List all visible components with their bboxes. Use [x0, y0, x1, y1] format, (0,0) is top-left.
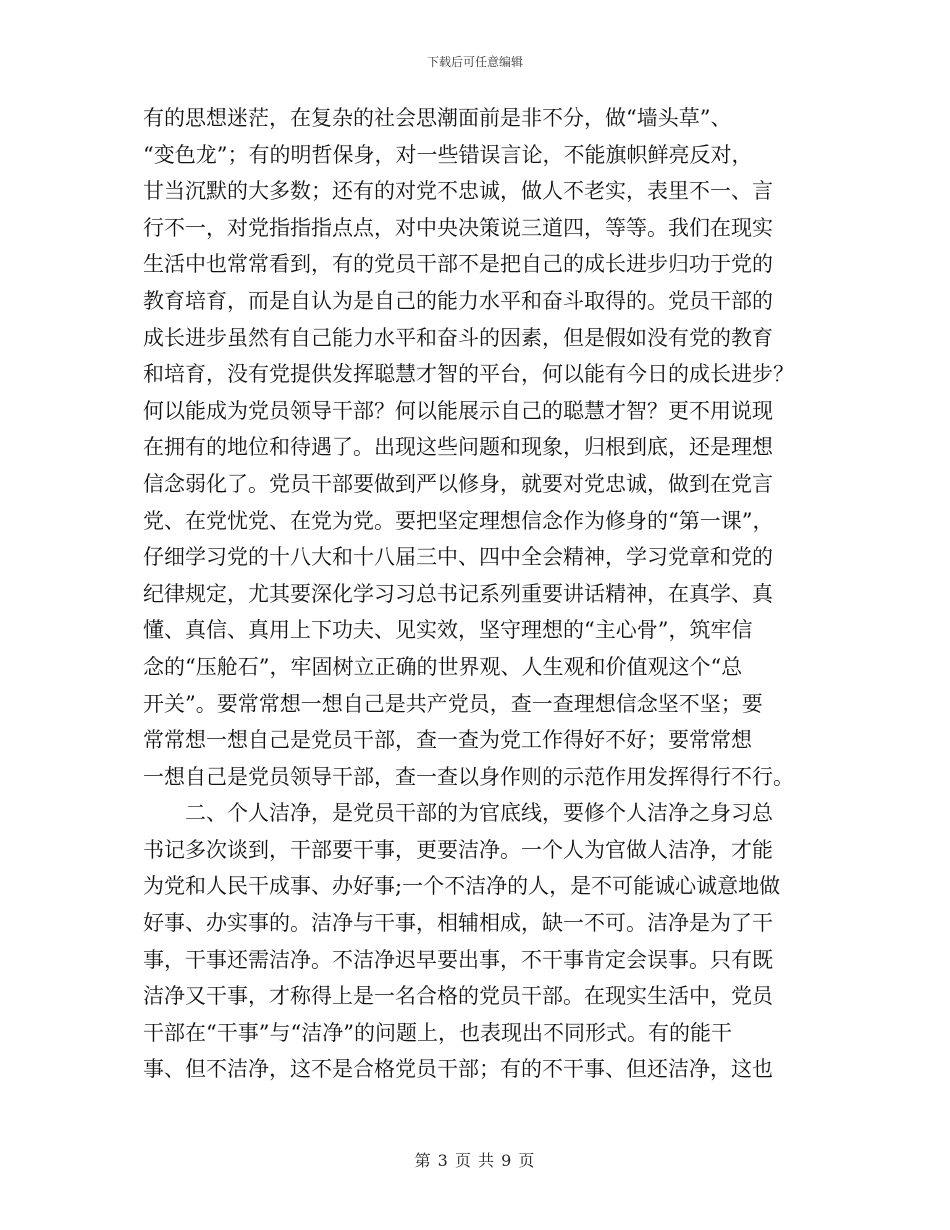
text-line: 纪律规定，尤其要深化学习习总书记系列重要讲话精神，在真学、真: [143, 581, 773, 606]
text-line: 行不一，对党指指指点点，对中央决策说三道四，等等。我们在现实: [143, 215, 773, 240]
text-line: 甘当沉默的大多数；还有的对党不忠诚，做人不老实，表里不一、言: [143, 179, 773, 204]
text-line: 在拥有的地位和待遇了。出现这些问题和现象，归根到底，还是理想: [143, 435, 773, 460]
text-line: 事，干事还需洁净。不洁净迟早要出事，不干事肯定会误事。只有既: [143, 947, 773, 972]
page-number-footer: 第 3 页 共 9 页: [414, 1151, 536, 1170]
text-line: 事、但不洁净，这不是合格党员干部；有的不干事、但还洁净，这也: [143, 1057, 773, 1082]
text-line: 好事、办实事的。洁净与干事，相辅相成，缺一不可。洁净是为了干: [143, 911, 773, 936]
page-header: 下载后可任意编辑: [426, 55, 523, 69]
text-line: 干部在“干事”与“洁净”的问题上，也表现出不同形式。有的能干: [143, 1020, 732, 1045]
text-line: 常常想一想自己是党员干部，查一查为党工作得好不好；要常常想: [143, 728, 752, 753]
paragraph-start-line: 二、个人洁净，是党员干部的为官底线，要修个人洁净之身习总: [185, 801, 773, 826]
text-line: 生活中也常常看到，有的党员干部不是把自己的成长进步归功于党的: [143, 252, 773, 277]
text-line: 仔细学习党的十八大和十八届三中、四中全会精神，学习党章和党的: [143, 545, 773, 570]
text-line: 有的思想迷茫，在复杂的社会思潮面前是非不分，做“墙头草”、: [143, 106, 732, 130]
text-line: 教育培育，而是自认为是自己的能力水平和奋斗取得的。党员干部的: [143, 288, 773, 313]
body-text: [143, 100, 808, 1088]
text-line: 念的“压舱石”，牢固树立正确的世界观、人生观和价值观这个“总: [143, 654, 743, 679]
text-line: 书记多次谈到，干部要干事，更要洁净。一个人为官做人洁净，才能: [143, 837, 773, 862]
text-line: 何以能成为党员领导干部？何以能展示自己的聪慧才智？更不用说现: [143, 398, 773, 423]
text-line: 和培育，没有党提供发挥聪慧才智的平台，何以能有今日的成长进步？: [143, 362, 794, 387]
text-line: 洁净又干事，才称得上是一名合格的党员干部。在现实生活中，党员: [143, 984, 773, 1009]
text-line: 信念弱化了。党员干部要做到严以修身，就要对党忠诚，做到在党言: [143, 471, 773, 496]
text-line: 懂、真信、真用上下功夫、见实效，坚守理想的“主心骨”，筑牢信: [143, 618, 753, 643]
text-line: 一想自己是党员领导干部，查一查以身作则的示范作用发挥得行不行。: [143, 764, 794, 789]
text-line: 开关”。要常常想一想自己是共产党员，查一查理想信念坚不坚；要: [143, 691, 763, 716]
text-line: 成长进步虽然有自己能力水平和奋斗的因素，但是假如没有党的教育: [143, 325, 773, 350]
text-line: 为党和人民干成事、办好事;一个不洁净的人，是不可能诚心诚意地做: [143, 874, 781, 899]
text-line: “变色龙”；有的明哲保身，对一些错误言论，不能旗帜鲜亮反对，: [143, 142, 753, 167]
text-line: 党、在党忧党、在党为党。要把坚定理想信念作为修身的“第一课”，: [143, 508, 774, 533]
